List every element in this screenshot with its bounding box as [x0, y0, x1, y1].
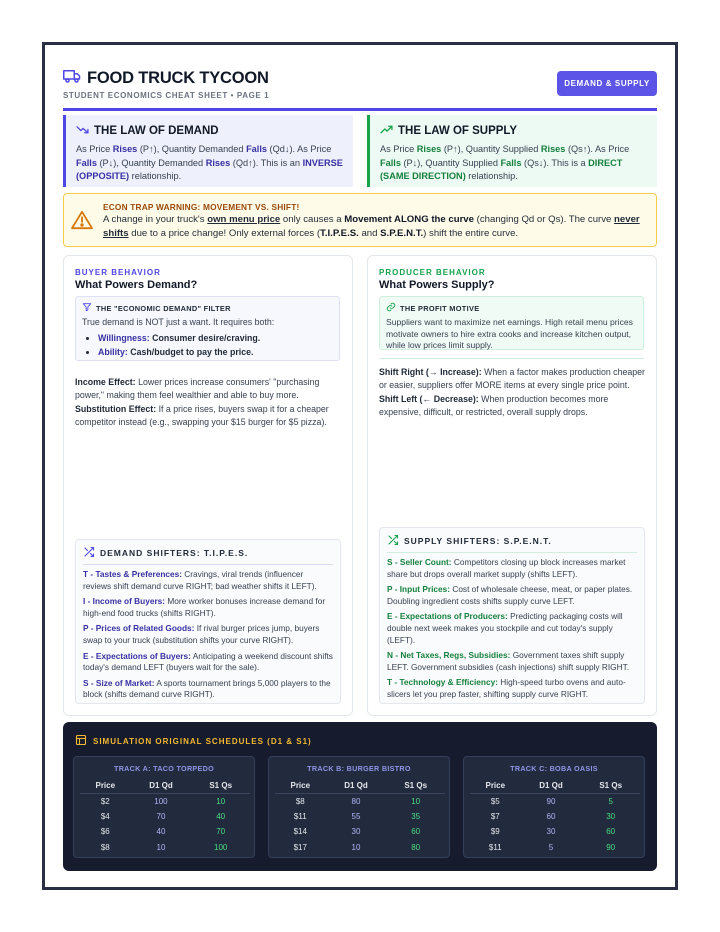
table-row: $14 30 60	[293, 827, 421, 837]
shuffle-icon	[387, 534, 399, 548]
law-of-supply-title: THE LAW OF SUPPLY	[398, 125, 518, 137]
track-c-title: TRACK C: BOBA OASIS	[510, 764, 598, 773]
table-header-row	[275, 778, 445, 793]
profit-motive-box	[379, 296, 644, 350]
income-effect: Income Effect: Lower prices increase consumers' "purchasing power," making them feel wealthier and able to buy more.	[75, 377, 320, 400]
column-header: Price	[275, 778, 326, 793]
table-row: $7 60 30	[490, 811, 616, 821]
table-row: $9 30 60	[490, 827, 616, 837]
table-row: $11 55 35	[293, 811, 421, 821]
page-subtitle: STUDENT ECONOMICS CHEAT SHEET • PAGE 1	[63, 91, 270, 100]
list-item: E - Expectations of Producers: Predicting packaging costs will double next week makes you stockpile and cut today's supply (LEFT).	[387, 611, 623, 645]
supply-shifters-heading	[387, 534, 637, 553]
profit-motive-title: THE PROFIT MOTIVE	[400, 303, 480, 313]
table-header-row	[470, 778, 640, 793]
table-row: $5 90 5	[490, 796, 613, 806]
list-item: T - Tastes & Preferences: Cravings, viral trends (influencer reviews shift demand curve RIGHT; bad weather shifts it LEFT).	[83, 569, 317, 591]
list-item: S - Seller Count: Competitors closing up block increases market share but drops overall market supply (shifts LEFT).	[387, 557, 626, 579]
substitution-effect: Substitution Effect: If a price rises, buyers swap it for a cheaper competitor instead (e.g., swapping your $15 burger for $5 pizza).	[75, 404, 329, 427]
column-header: Price	[470, 778, 521, 793]
list-item: T - Technology & Efficiency: High-speed turbo ovens and auto-slicers let you prep faster, shifting supply curve RIGHT.	[387, 677, 626, 699]
law-of-supply-card	[367, 115, 657, 187]
column-header: D1 Qd	[521, 778, 582, 793]
column-header: D1 Qd	[131, 778, 192, 793]
simulation-title: SIMULATION ORIGINAL SCHEDULES (D1 & S1)	[93, 736, 312, 746]
list-item: S - Size of Market: A sports tournament brings 5,000 players to the block (shifts demand curve RIGHT).	[83, 677, 331, 700]
track-a-title: TRACK A: TACO TORPEDO	[114, 764, 214, 773]
link-icon	[386, 302, 396, 314]
table-row: $11 5 90	[488, 842, 616, 852]
shuffle-icon	[83, 546, 95, 560]
buyer-behavior-panel	[63, 255, 353, 716]
column-header: D1 Qd	[326, 778, 387, 793]
schedule-table	[470, 778, 640, 855]
demand-shifters-box	[75, 539, 341, 704]
simulation-heading	[75, 734, 312, 748]
track-b-title: TRACK B: BURGER BISTRO	[307, 764, 411, 773]
demand-shifters-heading	[83, 546, 333, 565]
table-row: $6 40 70	[100, 827, 226, 837]
column-header: S1 Qs	[581, 778, 640, 793]
buyer-kicker: BUYER BEHAVIOR	[75, 268, 161, 277]
warning-title: ECON TRAP WARNING: MOVEMENT VS. SHIFT!	[103, 202, 300, 212]
list-item: • Willingness: Consumer desire/craving.	[98, 331, 333, 345]
truck-icon	[63, 67, 81, 90]
supply-shifters-title: SUPPLY SHIFTERS: S.P.E.N.T.	[404, 536, 552, 546]
column-header: S1 Qs	[386, 778, 445, 793]
filter-icon	[82, 302, 92, 314]
econ-trap-warning	[63, 193, 657, 247]
list-item: • Ability: Cash/budget to pay the price.	[98, 345, 333, 359]
page-title: FOOD TRUCK TYCOON	[87, 69, 269, 87]
producer-behavior-panel	[367, 255, 657, 716]
simulation-schedules	[63, 722, 657, 871]
profit-motive-heading	[386, 302, 637, 314]
profit-motive-text: Suppliers want to maximize net earnings. High retail menu prices motivate owners to hire extra cooks and increase kitchen output, while low prices limit supply.	[386, 317, 633, 350]
table-row: $4 70 40	[100, 811, 226, 821]
law-of-supply-heading	[380, 123, 647, 139]
track-c-table	[463, 756, 645, 858]
brand	[63, 67, 269, 90]
table-row: $8 80 10	[295, 796, 421, 806]
law-of-demand-title: THE LAW OF DEMAND	[94, 125, 219, 137]
list-item: P - Input Prices: Cost of wholesale cheese, meat, or paper plates. Doubling ingredient costs shifts supply curve LEFT.	[387, 584, 633, 606]
list-item: P - Prices of Related Goods: If rival burger prices jump, buyers swap to your truck (substitution shifts your curve RIGHT).	[83, 623, 320, 645]
table-row: $17 10 80	[293, 842, 421, 852]
column-header: S1 Qs	[191, 778, 250, 793]
track-b-table	[268, 756, 450, 858]
producer-kicker: PRODUCER BEHAVIOR	[379, 268, 486, 277]
filter-heading	[82, 302, 333, 314]
column-header: Price	[80, 778, 131, 793]
track-a-table	[73, 756, 255, 858]
law-of-demand-card	[63, 115, 353, 187]
table-row: $8 10 100	[100, 842, 228, 852]
trending-down-icon	[76, 123, 89, 139]
producer-title: What Powers Supply?	[379, 279, 495, 291]
header	[63, 65, 657, 109]
schedule-table	[275, 778, 445, 855]
table-header-row	[80, 778, 250, 793]
filter-intro: True demand is NOT just a want. It requires both:	[82, 317, 275, 327]
shift-left-text: Shift Left (← Decrease): When production becomes more expensive, difficult, or restricted, overall supply drops.	[379, 394, 609, 417]
warning-text: A change in your truck's own menu price only causes a Movement ALONG the curve (changing Qd or Qs). The curve never shifts due to a price change! Only external forces (T.I.P.E.S. and S.P.E.N.T.) shift the entire curve.	[103, 214, 640, 239]
trending-up-icon	[380, 123, 393, 139]
list-item: N - Net Taxes, Regs, Subsidies: Government taxes shift supply LEFT. Government subsidies (cash injections) shift supply RIGHT.	[387, 650, 630, 672]
shift-right-text: Shift Right (→ Increase): When a factor makes production cheaper or easier, suppliers offer MORE items at every single price point.	[379, 367, 645, 390]
economic-demand-filter	[75, 296, 340, 361]
cheat-sheet	[42, 42, 678, 890]
list-item: I - Income of Buyers: More worker bonuses increase demand for high-end food trucks (shifts RIGHT).	[83, 596, 326, 618]
topic-badge: DEMAND & SUPPLY	[557, 71, 657, 96]
filter-list	[98, 331, 333, 359]
header-divider	[63, 108, 657, 111]
warning-triangle-icon	[71, 210, 93, 230]
law-of-supply-text: As Price Rises (P↑), Quantity Supplied Rises (Qs↑). As Price Falls (P↓), Quantity Supplied Falls (Qs↓). This is a DIRECT (SAME DIRECTION) relationship.	[380, 144, 630, 181]
buyer-title: What Powers Demand?	[75, 279, 198, 291]
table-row: $2 100 10	[100, 796, 226, 806]
law-of-demand-heading	[76, 123, 343, 139]
demand-shifters-title: DEMAND SHIFTERS: T.I.P.E.S.	[100, 548, 249, 558]
divider	[379, 358, 644, 359]
supply-shifters-box	[379, 527, 645, 704]
filter-title: THE "ECONOMIC DEMAND" FILTER	[96, 303, 231, 313]
list-item: E - Expectations of Buyers: Anticipating a weekend discount shifts today's demand LEFT (buyers wait for the sale).	[83, 650, 333, 673]
law-of-demand-text: As Price Rises (P↑), Quantity Demanded Falls (Qd↓). As Price Falls (P↓), Quantity Demanded Rises (Qd↑). This is an INVERSE (OPPOSITE) relationship.	[76, 144, 343, 181]
table-icon	[75, 734, 87, 748]
schedule-table	[80, 778, 250, 855]
